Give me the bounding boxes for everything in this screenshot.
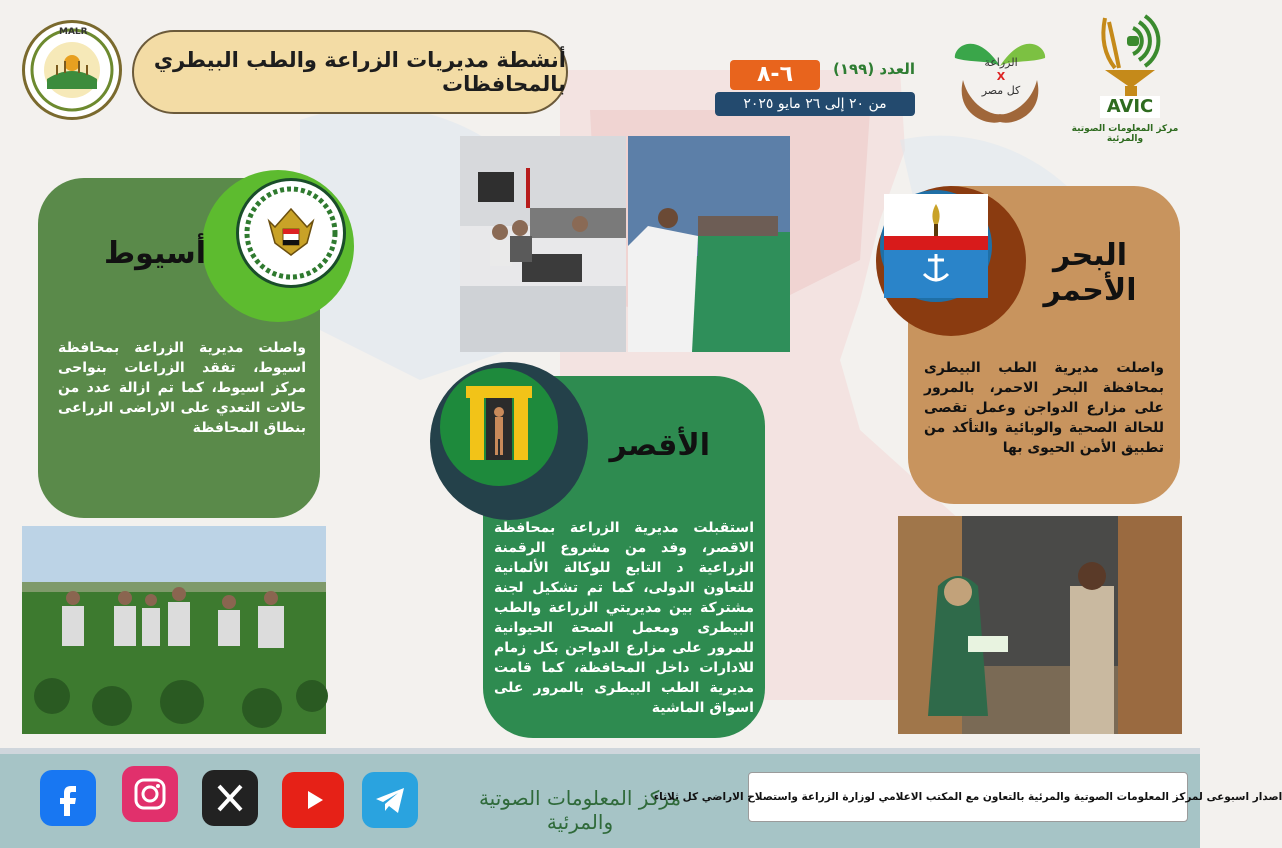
wheat-signal-icon <box>1085 8 1175 104</box>
eagle-emblem-icon <box>239 181 343 285</box>
footer-center-text: مركز المعلومات الصوتية والمرئية <box>478 786 682 834</box>
pharaoh-gate-icon <box>440 368 558 486</box>
issue-range-badge: ٦-٨ <box>730 60 820 90</box>
red-sea-heading: البحر الأحمر <box>1043 238 1137 308</box>
avic-subtitle: مركز المعلومات الصوتية والمرئية <box>1071 124 1179 144</box>
youtube-icon[interactable] <box>282 772 344 828</box>
agriculture-x-egypt-logo <box>945 18 1055 128</box>
red-sea-emblem <box>880 190 992 302</box>
malr-logo <box>22 20 122 120</box>
crop-field-image <box>22 526 326 734</box>
avic-logo-text: AVIC <box>1100 96 1160 118</box>
field-inspection-photo <box>22 526 326 734</box>
anchor-emblem-icon <box>884 194 988 298</box>
facebook-icon[interactable] <box>40 770 96 826</box>
footer-info-band <box>653 772 1282 822</box>
telegram-icon[interactable] <box>362 772 418 828</box>
poultry-farm-photo <box>898 516 1182 734</box>
asyut-text: واصلت مديرية الزراعة بمحافظة اسيوط، تفقد الزراعات بنواحى مركز اسيوط، كما تم ازالة عدد من حالات التعدي على الاراضى الزراعى بنطاق المحافظة <box>58 340 306 436</box>
page-title: أنشطة مديريات الزراعة والطب البيطري بالمحافظات <box>153 48 566 96</box>
x-icon[interactable] <box>202 770 258 826</box>
truck-image <box>628 136 790 352</box>
agri-logo-line-1: الزراعة <box>984 56 1018 69</box>
livestock-truck-photo <box>628 136 790 352</box>
meeting-room-image <box>460 136 626 352</box>
farm-visit-image <box>898 516 1182 734</box>
page-title-pill <box>132 30 568 114</box>
avic-logo <box>1070 8 1190 144</box>
issue-number: العدد (١٩٩) <box>832 60 915 78</box>
agri-logo-line-3: كل مصر <box>981 84 1021 97</box>
luxor-emblem <box>440 368 558 486</box>
malr-emblem-icon <box>25 23 119 117</box>
meeting-photo <box>460 136 626 352</box>
malr-logo-text: MALR <box>59 27 88 37</box>
date-range: من ٢٠ إلى ٢٦ مايو ٢٠٢٥ <box>715 92 915 116</box>
asyut-heading: أسيوط <box>104 236 206 271</box>
footer-info-text: اصدار اسبوعى لمركز المعلومات الصوتية والمرئية بالتعاون مع المكتب الاعلامي لوزارة الزراعة واستصلاح الاراضي كل ثلاثاء <box>653 791 1282 803</box>
asyut-emblem <box>236 178 346 288</box>
red-sea-text: واصلت مديرية الطب البيطرى بمحافظة البحر الاحمر، بالمرور على مزارع الدواجن وعمل تقصى للحالة الصحية والوبائية والتأكد من تطبيق الأمن الحيوى بها <box>924 360 1164 456</box>
luxor-text: استقبلت مديرية الزراعة بمحافظة الاقصر، وفد من مشروع الرقمنة الزراعية د التابع للوكالة الألمانية للتعاون الدولى، كما تم تشكيل لجنة مشتركة بين مديريتي الزراعة والطب البيطرى ومعمل الصحة الحيوانية للمرور على مزارع الدواجن بكل زمام للادارات داخل المحافظة، كما قامت مديرية الطب البيطرى بالمرور على اسواق الماشية <box>494 520 754 716</box>
instagram-icon[interactable] <box>122 766 178 822</box>
luxor-heading: الأقصر <box>609 428 710 463</box>
agri-logo-line-2: X <box>996 70 1006 83</box>
